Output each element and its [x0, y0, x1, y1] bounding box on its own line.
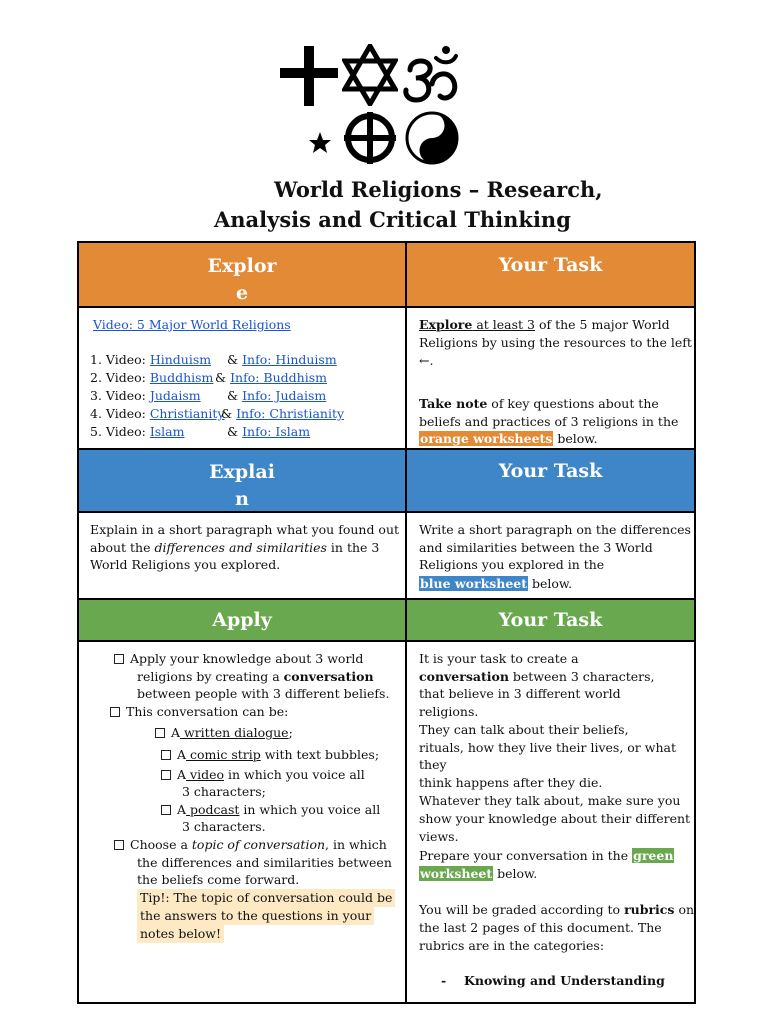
- explain-task-header: Your Task: [407, 450, 694, 513]
- task-table: [77, 241, 696, 1004]
- yin-yang-icon: [404, 110, 460, 166]
- explore-resources: Video: 5 Major World Religions 1. Video: Hinduism & Info: Hinduism 2. Video: Buddhism & Info: Buddhism 3. Video: Judaism & Info: Judaism 4. Video: Christianity & Info: Christianity 5. Video: Islam & Info: Islam: [79, 308, 407, 450]
- explore-task: Explore at least 3 of the 5 major World Religions by using the resources to the left ←. Take note of key questions about the beliefs and practices of 3 religions in the orange worksheets below.: [407, 308, 694, 450]
- link-video-buddhism[interactable]: Buddhism: [149, 370, 214, 385]
- checkbox-icon: [114, 654, 124, 664]
- link-video-islam[interactable]: Islam: [149, 424, 185, 439]
- checkbox-icon: [155, 728, 165, 738]
- apply-instructions: Apply your knowledge about 3 world religions by creating a conversation between people with 3 different beliefs. This conversation can be: A written dialogue; A comic strip with text bubbles; A video in which you voice all 3 characters; A podcast in which you voice all 3 characters. Choose a topic of conversation, in which the differences and similarities between the beliefs come forward. Tip!: The topic of conversation could be the answers to the questions in your notes below!: [79, 642, 407, 1004]
- link-info-buddhism[interactable]: Info: Buddhism: [230, 370, 327, 385]
- list-item: 5. Video: Islam: [90, 424, 185, 439]
- explain-instructions: Explain in a short paragraph what you found out about the differences and similarities in the 3 World Religions you explored.: [79, 513, 407, 600]
- om-icon: [402, 44, 462, 104]
- apply-task: It is your task to create a conversation between 3 characters, that believe in 3 different world religions. They can talk about their beliefs, rituals, how they live their lives, or what they think happens after they die. Whatever they talk about, make sure you show your knowledge about their different views. Prepare your conversation in the green worksheet below. You will be graded according to rubrics on the last 2 pages of this document. The rubrics are in the categories: - Knowing and Understanding: [419, 651, 694, 988]
- link-info-christianity[interactable]: Info: Christianity: [236, 406, 345, 421]
- green-worksheet-highlight: worksheet: [420, 866, 493, 881]
- document-title-line1: World Religions – Research,: [274, 177, 603, 202]
- checkbox-icon: [114, 840, 124, 850]
- apply-task-header: Your Task: [407, 600, 694, 642]
- list-item: 4. Video: Christianity: [90, 406, 225, 421]
- star-of-david-icon: [342, 44, 398, 106]
- orange-worksheets-highlight: orange worksheets: [420, 431, 553, 446]
- christian-cross-icon: [280, 46, 338, 106]
- link-info-judaism[interactable]: Info: Judaism: [242, 388, 327, 403]
- list-item: 1. Video: Hinduism: [90, 352, 212, 367]
- checkbox-icon: [110, 707, 120, 717]
- explain-task: Write a short paragraph on the differences and similarities between the 3 World Religions you explored in the blue worksheet below.: [407, 513, 694, 600]
- document-title-line2: Analysis and Critical Thinking: [214, 207, 571, 232]
- link-video-christianity[interactable]: Christianity: [149, 406, 225, 421]
- apply-header: Apply: [79, 600, 407, 642]
- explore-header: Explor e: [79, 243, 407, 308]
- link-video-hinduism[interactable]: Hinduism: [149, 352, 212, 367]
- link-5-major-world-religions[interactable]: Video: 5 Major World Religions: [93, 317, 291, 332]
- blue-worksheet-highlight: blue worksheet: [420, 576, 528, 591]
- link-info-hinduism[interactable]: Info: Hinduism: [242, 352, 337, 367]
- religious-symbols: [276, 40, 466, 168]
- checkbox-icon: [161, 770, 171, 780]
- star-crescent-icon: [280, 110, 338, 168]
- list-item: 3. Video: Judaism: [90, 388, 201, 403]
- tip-highlight: Tip!: The topic of conversation could be: [137, 889, 395, 907]
- list-item: 2. Video: Buddhism: [90, 370, 214, 385]
- explain-header: Explai n: [79, 450, 407, 513]
- link-video-judaism[interactable]: Judaism: [149, 388, 201, 403]
- rubric-category: -: [441, 973, 447, 988]
- explore-task-header: Your Task: [407, 243, 694, 308]
- link-info-islam[interactable]: Info: Islam: [242, 424, 311, 439]
- checkbox-icon: [161, 750, 171, 760]
- green-highlight: green: [633, 848, 674, 863]
- checkbox-icon: [161, 805, 171, 815]
- sun-cross-icon: [342, 110, 398, 166]
